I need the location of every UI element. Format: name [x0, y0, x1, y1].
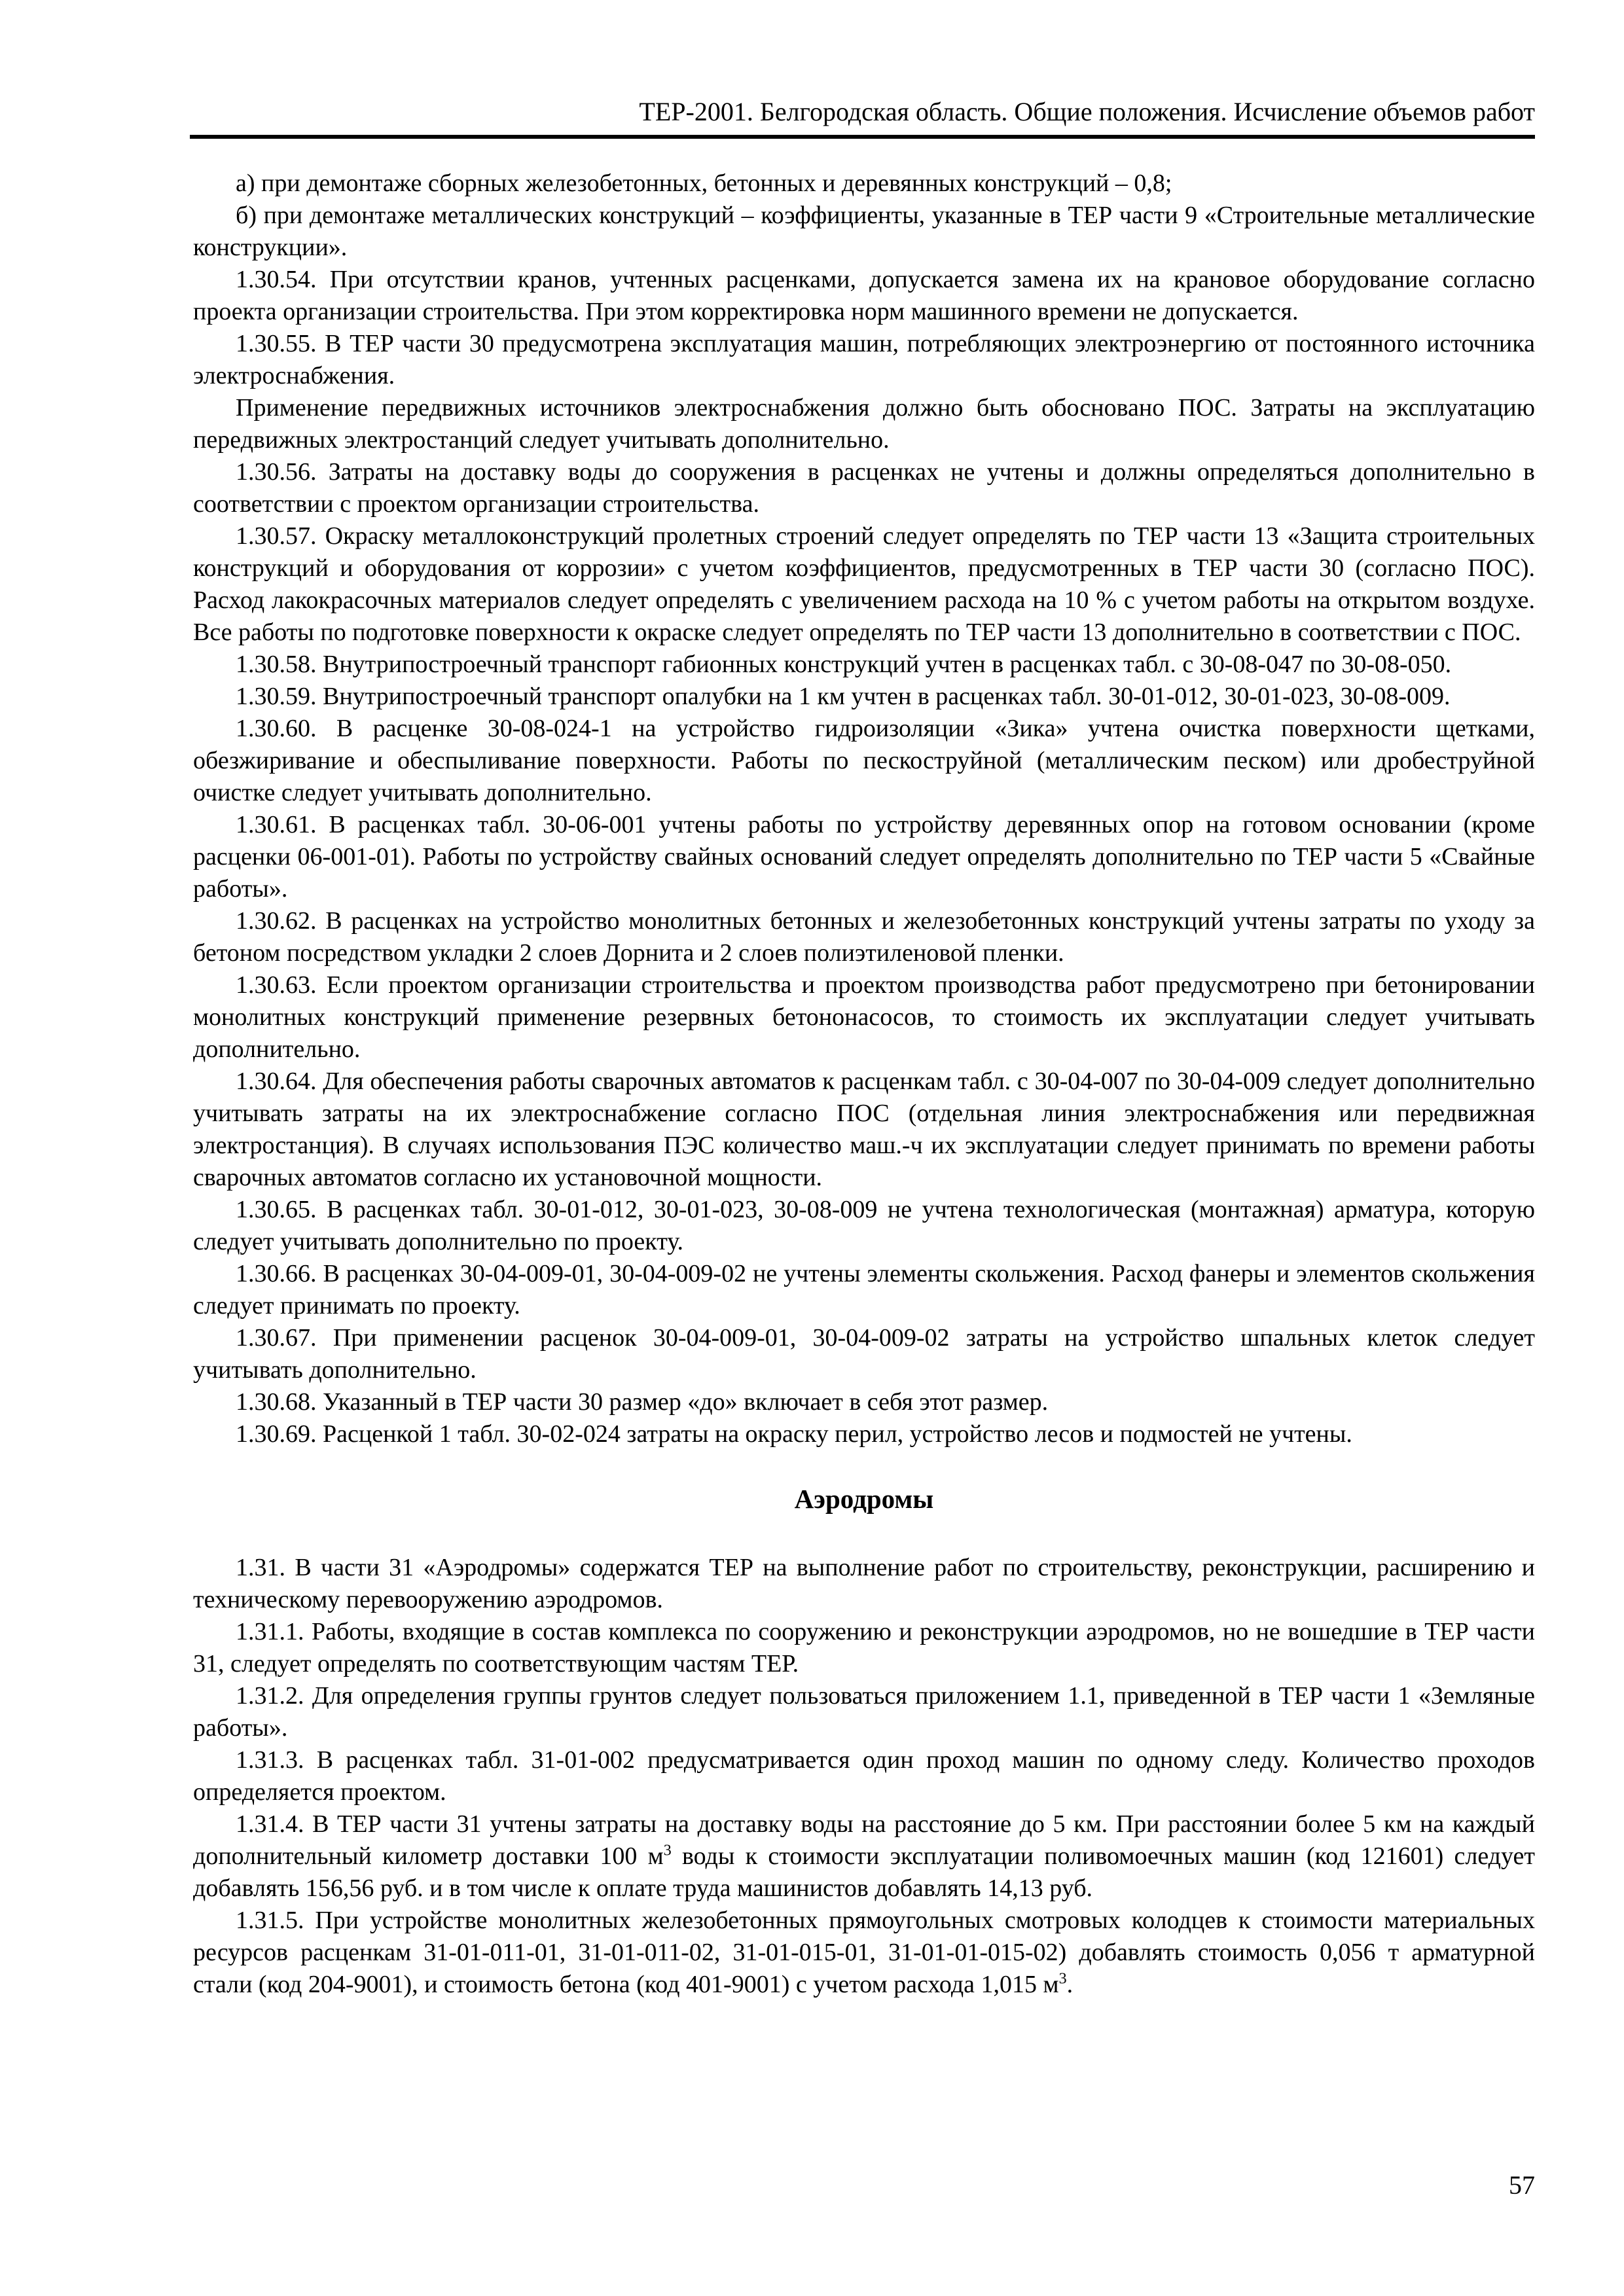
text-run: 1.30.55. В ТЕР части 30 предусмотрена эксплуатация машин, потребляющих электроэнергию от постоянного источника электроснабжения. [193, 330, 1535, 389]
paragraph [193, 969, 1535, 1066]
paragraph [193, 905, 1535, 969]
page-footer [1509, 2170, 1535, 2200]
paragraph [193, 264, 1535, 328]
page-number: 57 [1509, 2170, 1535, 2200]
paragraph [193, 809, 1535, 905]
text-run: 1.30.64. Для обеспечения работы сварочных автоматов к расценкам табл. с 30-04-007 по 30-04-009 следует дополнительно учитывать затраты на их электроснабжение согласно ПОС (отдельная линия электроснабжения или передвижная электростанция). В случаях использования ПЭС количество маш.-ч их эксплуатации следует принимать по времени работы сварочных автоматов согласно их установочной мощности. [193, 1067, 1535, 1191]
text-run: 1.30.57. Окраску металлоконструкций пролетных строений следует определять по ТЕР части 13 «Защита строительных конструкций и оборудования от коррозии» с учетом коэффициентов, предусмотренных в ТЕР части 30 (согласно ПОС). Расход лакокрасочных материалов следует определять с увеличением расхода на 10 % с учетом работы на открытом воздухе. Все работы по подготовке поверхности к окраске следует определять по ТЕР части 13 дополнительно в соответствии с ПОС. [193, 522, 1535, 646]
text-run: 1.30.56. Затраты на доставку воды до сооружения в расценках не учтены и должны определяться дополнительно в соответствии с проектом организации строительства. [193, 458, 1535, 518]
text-run: 1.30.69. Расценкой 1 табл. 30-02-024 затраты на окраску перил, устройство лесов и подмостей не учтены. [236, 1420, 1352, 1448]
paragraph [193, 328, 1535, 392]
paragraph [193, 1322, 1535, 1386]
paragraph [193, 1905, 1535, 2001]
paragraph [193, 681, 1535, 713]
text-run: воды к стоимости эксплуатации поливомоечных машин (код 121601) следует добавлять 156,56 руб. и в том числе к оплате труда машинистов добавлять 14,13 руб. [193, 1842, 1535, 1902]
paragraph [193, 520, 1535, 649]
text-run: 1.31.4. В ТЕР части 31 учтены затраты на доставку воды на расстояние до 5 км. При расстоянии более 5 км на каждый дополнительный километр доставки 100 м [193, 1810, 1535, 1870]
section-heading: Аэродромы [794, 1484, 934, 1514]
paragraph [193, 200, 1535, 264]
text-run: 1.30.68. Указанный в ТЕР части 30 размер «до» включает в себя этот размер. [236, 1388, 1049, 1416]
paragraph [193, 713, 1535, 809]
text-run: 1.30.66. В расценках 30-04-009-01, 30-04-009-02 не учтены элементы скольжения. Расход фанеры и элементов скольжения следует принимать по проекту. [193, 1260, 1535, 1319]
paragraph [193, 1744, 1535, 1808]
paragraph [193, 1680, 1535, 1744]
text-run: 1.30.58. Внутрипостроечный транспорт габионных конструкций учтен в расценках табл. с 30-08-047 по 30-08-050. [236, 651, 1452, 678]
text-run: 1.30.62. В расценках на устройство монолитных бетонных и железобетонных конструкций учтены затраты по уходу за бетоном посредством укладки 2 слоев Дорнита и 2 слоев полиэтиленовой пленки. [193, 907, 1535, 967]
text-run: 1.30.65. В расценках табл. 30-01-012, 30-01-023, 30-08-009 не учтена технологическая (монтажная) арматура, которую следует учитывать дополнительно по проекту. [193, 1196, 1535, 1255]
paragraph [193, 168, 1535, 200]
paragraph [193, 1258, 1535, 1322]
text-run: . [1066, 1971, 1074, 1998]
paragraph [193, 649, 1535, 681]
text-run: 1.30.67. При применении расценок 30-04-009-01, 30-04-009-02 затраты на устройство шпальных клеток следует учитывать дополнительно. [193, 1324, 1535, 1384]
text-run: 1.30.63. Если проектом организации строительства и проектом производства работ предусмотрено при бетонировании монолитных конструкций применение резервных бетононасосов, то стоимость их эксплуатации следует учитывать дополнительно. [193, 971, 1535, 1063]
paragraph [193, 456, 1535, 520]
text-run: 1.31.2. Для определения группы грунтов следует пользоваться приложением 1.1, приведенной в ТЕР части 1 «Земляные работы». [193, 1682, 1535, 1742]
superscript: 3 [663, 1842, 672, 1859]
text-run: 1.31.3. В расценках табл. 31-01-002 предусматривается один проход машин по одному следу. Количество проходов определяется проектом. [193, 1746, 1535, 1806]
text-run: а) при демонтаже сборных железобетонных, бетонных и деревянных конструкций – 0,8; [236, 170, 1172, 197]
header-rule [190, 135, 1535, 139]
paragraph [193, 1066, 1535, 1194]
text-run: Применение передвижных источников электроснабжения должно быть обосновано ПОС. Затраты на эксплуатацию передвижных электростанций следует учитывать дополнительно. [193, 394, 1535, 454]
paragraph [193, 1418, 1535, 1450]
paragraph [193, 1386, 1535, 1418]
paragraph [193, 1552, 1535, 1616]
superscript: 3 [1058, 1970, 1067, 1988]
text-run: 1.31. В части 31 «Аэродромы» содержатся ТЕР на выполнение работ по строительству, реконструкции, расширению и техническому перевооружению аэродромов. [193, 1554, 1535, 1613]
text-run: б) при демонтаже металлических конструкций – коэффициенты, указанные в ТЕР части 9 «Строительные металлические конструкции». [193, 202, 1535, 261]
paragraph [193, 392, 1535, 456]
text-run: 1.31.5. При устройстве монолитных железобетонных прямоугольных смотровых колодцев к стоимости материальных ресурсов расценкам 31-01-011-01, 31-01-011-02, 31-01-015-01, 31-01-01-015-02) добавлять стоимость 0,056 т арматурной стали (код 204-9001), и стоимость бетона (код 401-9001) с учетом расхода 1,015 м [193, 1907, 1535, 1998]
text-run: 1.30.61. В расценках табл. 30-06-001 учтены работы по устройству деревянных опор на готовом основании (кроме расценки 06-001-01). Работы по устройству свайных оснований следует определять дополнительно по ТЕР части 5 «Свайные работы». [193, 811, 1535, 903]
text-run: 1.30.60. В расценке 30-08-024-1 на устройство гидроизоляции «Зика» учтена очистка поверхности щетками, обезжиривание и обеспыливание поверхности. Работы по пескоструйной (металлическим песком) или дробеструйной очистке следует учитывать дополнительно. [193, 715, 1535, 806]
paragraph [193, 1808, 1535, 1905]
document-body [193, 168, 1535, 2001]
paragraph [193, 1194, 1535, 1258]
running-title: ТЕР-2001. Белгородская область. Общие положения. Исчисление объемов работ [639, 97, 1535, 126]
paragraph [193, 1616, 1535, 1680]
text-run: 1.30.54. При отсутствии кранов, учтенных расценками, допускается замена их на крановое оборудование согласно проекта организации строительства. При этом корректировка норм машинного времени не допускается. [193, 266, 1535, 325]
text-run: 1.30.59. Внутрипостроечный транспорт опалубки на 1 км учтен в расценках табл. 30-01-012, 30-01-023, 30-08-009. [236, 683, 1451, 710]
text-run: 1.31.1. Работы, входящие в состав комплекса по сооружению и реконструкции аэродромов, но не вошедшие в ТЕР части 31, следует определять по соответствующим частям ТЕР. [193, 1618, 1535, 1677]
page-header [193, 97, 1535, 127]
